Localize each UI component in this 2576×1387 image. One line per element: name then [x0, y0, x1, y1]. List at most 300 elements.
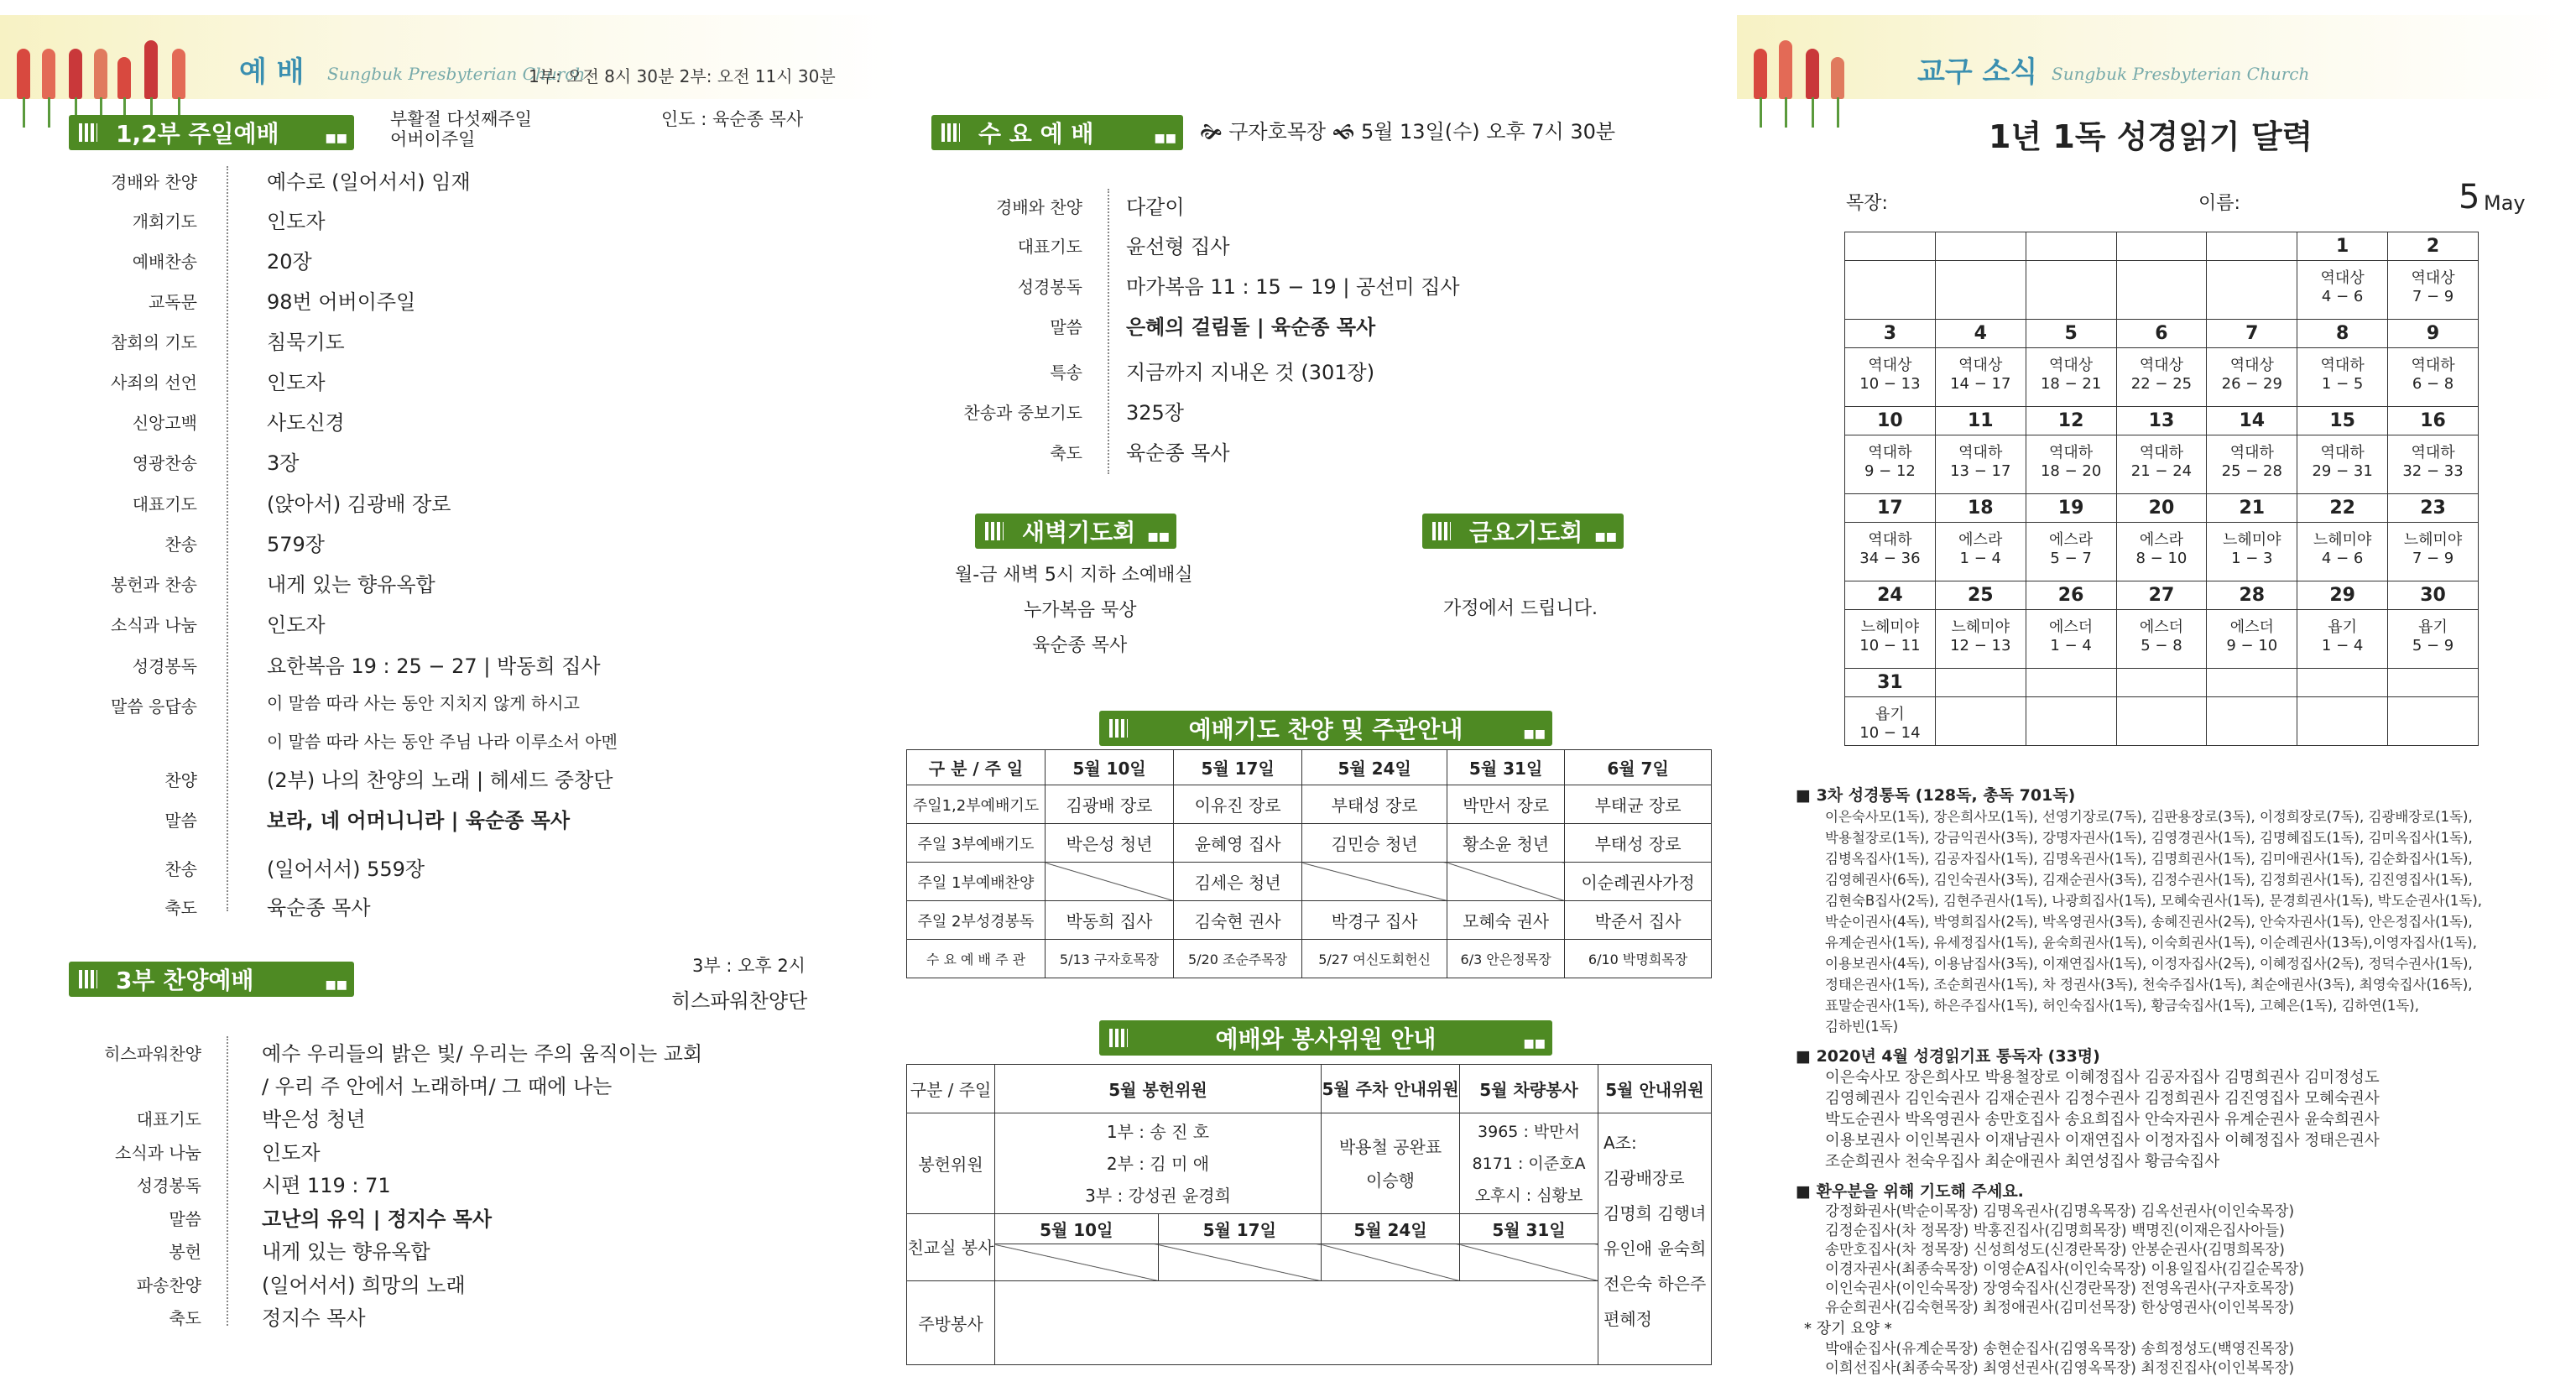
calendar-day	[1845, 232, 1936, 320]
name-label: 이름:	[2198, 193, 2240, 214]
list-item: 이은숙사모(1독), 장은희사모(1독), 선영기장로(7독), 김판용장로(3독), 이정희장로(7독), 김광배장로(1독),	[1825, 809, 2473, 825]
item-value: 시편 119 : 71	[262, 1174, 391, 1197]
reading-chapters: 9 − 10	[2226, 637, 2278, 654]
leader: 인도 : 육순종 목사	[661, 109, 804, 129]
reading-chapters: 7 − 9	[2412, 288, 2454, 305]
day-number	[2026, 669, 2116, 697]
calendar-day	[2297, 581, 2388, 669]
calendar-day	[2388, 494, 2479, 581]
day-number: 31	[1845, 669, 1935, 697]
dawn-line2: 누가복음 묵상	[1024, 600, 1137, 621]
reading-book: 역대하	[1868, 531, 1912, 549]
reading-chapters: 4 − 6	[2321, 288, 2364, 305]
service-3-time: 3부 : 오후 2시	[692, 956, 806, 976]
item-label: 히스파워찬양	[104, 1044, 201, 1064]
cell: 모혜숙 권사	[1447, 901, 1565, 940]
item-value: 마가복음 11 : 15 − 19 | 공선미 집사	[1126, 275, 1460, 299]
item-value: 침묵기도	[267, 331, 345, 354]
calendar-week	[1845, 581, 2479, 669]
reading-book: 욥기	[2328, 618, 2358, 636]
item-value: 325장	[1126, 401, 1184, 425]
calendar-day	[2388, 407, 2479, 494]
reading-chapters: 18 − 20	[2040, 462, 2102, 480]
item-label: 특송	[1050, 362, 1082, 383]
list-item: 송만호집사(차 정목장) 신성희성도(신경란목장) 안봉순권사(김명희목장)	[1825, 1242, 2285, 1259]
list-item: 김현숙B집사(2독), 김현주권사(1독), 나광희집사(1독), 모혜숙권사(1독), 문경희권사(1독), 박도순권사(1독),	[1825, 893, 2483, 909]
occasion-2: 어버이주일	[390, 129, 476, 149]
day-number	[2388, 669, 2478, 697]
item-label: 성경봉독	[132, 656, 197, 676]
item-value: 육순종 목사	[267, 896, 371, 920]
calendar-day	[2207, 581, 2297, 669]
list-item: 박순이권사(4독), 박영희집사(2독), 박옥영권사(3독), 송혜진권사(2독), 안숙자권사(1독), 안은정집사(1독),	[1825, 914, 2473, 930]
day-number: 9	[2388, 320, 2478, 348]
item-label: 성경봉독	[136, 1176, 201, 1196]
item-value: 20장	[267, 250, 312, 274]
calendar-day	[2207, 669, 2297, 746]
day-number: 15	[2297, 407, 2387, 435]
section-title-dawn: 새벽기도회 ■■	[975, 514, 1176, 549]
cell: 김숙현 권사	[1174, 901, 1302, 940]
reading-book: 느헤미야	[1951, 618, 2010, 636]
cell: 윤혜영 집사	[1174, 824, 1302, 863]
reading-chapters: 1 − 4	[2321, 637, 2364, 654]
list-item: 이용보권사 이인복권사 이재남권사 이재연집사 이정자집사 이혜정집사 정태은권사	[1825, 1132, 2380, 1150]
day-number	[2117, 669, 2207, 697]
section-title-friday: 금요기도회 ■■	[1422, 514, 1624, 549]
cell: 6/3 안은정목장	[1447, 940, 1565, 978]
col-head: 구분 / 주일	[907, 1065, 995, 1113]
item-label: 영광찬송	[132, 453, 197, 473]
cell: 김세은 청년	[1174, 863, 1302, 901]
day-number	[1845, 232, 1935, 261]
reading-chapters: 10 − 11	[1859, 637, 1921, 654]
table-row	[907, 863, 1712, 901]
day-number	[2297, 669, 2387, 697]
item-label: 소식과 나눔	[111, 615, 197, 635]
reading-book: 느헤미야	[2403, 531, 2463, 549]
calendar-day	[2026, 407, 2116, 494]
cell: 5/13 구자호목장	[1046, 940, 1174, 978]
list-item: 박애순집사(유계순목장) 송현순집사(김영옥목장) 송희정성도(백영진목장)	[1825, 1341, 2295, 1358]
news-banner	[1737, 15, 2576, 99]
day-number: 10	[1845, 407, 1935, 435]
item-label: 소식과 나눔	[115, 1143, 201, 1163]
item-label: 참회의 기도	[111, 332, 197, 352]
item-value: (2부) 나의 찬양의 노래 | 헤세드 중창단	[267, 769, 613, 792]
calendar-day	[1845, 407, 1936, 494]
item-value: 98번 어버이주일	[267, 290, 416, 314]
row-head: 주일 1부예배찬양	[907, 863, 1046, 901]
calendar-day	[2297, 407, 2388, 494]
item-value: 이 말씀 따라 사는 동안 주님 나라 이루소서 아멘	[267, 732, 618, 752]
reading-book: 역대하	[1958, 444, 2003, 461]
item-value: 지금까지 지내온 것 (301장)	[1126, 361, 1375, 384]
cell	[1046, 863, 1174, 901]
reading-chapters: 10 − 13	[1859, 375, 1921, 393]
cell	[1447, 863, 1565, 901]
day-number: 4	[1936, 320, 2026, 348]
item-label: 경배와 찬양	[111, 172, 197, 192]
list-item: 이용보권사(4독), 이용남집사(3독), 이재연집사(1독), 이정자집사(2독), 이혜정집사(2독), 정덕수권사(1독),	[1825, 956, 2473, 972]
reading-chapters: 9 − 12	[1864, 462, 1916, 480]
calendar-day	[2116, 407, 2207, 494]
day-number: 7	[2207, 320, 2297, 348]
reading-chapters: 5 − 8	[2141, 637, 2182, 654]
item-value: 예수 우리들의 밝은 빛/ 우리는 주의 움직이는 교회	[262, 1042, 703, 1066]
reading-chapters: 4 − 6	[2321, 550, 2364, 567]
month-name: May	[2484, 191, 2526, 215]
list-item: 이은숙사모 장은희사모 박용철장로 이혜정집사 김공자집사 김명희권사 김미정성도	[1825, 1069, 2380, 1087]
reading-book: 역대상	[2049, 357, 2094, 374]
item-value: 인도자	[267, 613, 326, 637]
day-number: 1	[2297, 232, 2387, 261]
day-number: 16	[2388, 407, 2478, 435]
calendar-day	[1935, 320, 2026, 407]
section-title-3rd: 3부 찬양예배 ■■	[69, 962, 354, 997]
reading-book: 욥기	[2418, 618, 2448, 636]
calendar-week	[1845, 669, 2479, 746]
col-head: 구 분 / 주 일	[907, 750, 1046, 785]
prayer-schedule-table	[906, 749, 1712, 978]
list-item: 표말순권사(1독), 하은주집사(1독), 허인숙집사(1독), 황금숙집사(1독), 고혜은(1독), 김하연(1독),	[1825, 998, 2419, 1014]
item-value: 윤선형 집사	[1126, 235, 1230, 258]
calendar-week	[1845, 407, 2479, 494]
reading-book: 역대상	[1958, 357, 2003, 374]
list-item: 김영혜권사 김인숙권사 김재순권사 김정수권사 김정희권사 김진영집사 모혜숙권사	[1825, 1090, 2380, 1108]
cell: 부태성 장로	[1565, 824, 1712, 863]
day-number	[2207, 232, 2297, 261]
day-number: 18	[1936, 494, 2026, 523]
calendar-day	[2297, 494, 2388, 581]
calendar-title: 1년 1독 성경읽기 달력	[1989, 118, 2313, 155]
day-number: 21	[2207, 494, 2297, 523]
calendar-day	[1845, 669, 1936, 746]
list-item: 박도순권사 박옥영권사 송만호집사 송요희집사 안숙자권사 유계순권사 윤숙희권사	[1825, 1111, 2380, 1129]
col-head: 5월 24일	[1302, 750, 1447, 785]
calendar-day	[2297, 320, 2388, 407]
reading-book: 역대하	[2411, 444, 2455, 461]
day-number	[1936, 669, 2026, 697]
item-label: 신앙고백	[132, 413, 197, 433]
calendar-day	[2297, 669, 2388, 746]
reading-book: 역대상	[2411, 269, 2455, 287]
cell	[1302, 863, 1447, 901]
list-item: 박용철장로(1독), 강금익권사(3독), 강명자권사(1독), 김영경권사(1독), 김명혜집도(1독), 김미옥집사(1독),	[1825, 830, 2473, 846]
cell: 김광배 장로	[1046, 785, 1174, 824]
dawn-line3: 육순종 목사	[1032, 635, 1128, 656]
reading-book: 에스더	[2229, 618, 2274, 636]
row-head: 주일1,2부예배기도	[907, 785, 1046, 824]
calendar-day	[2207, 232, 2297, 320]
volunteers-table	[906, 1064, 1712, 1365]
day-number: 13	[2117, 407, 2207, 435]
occasion-1: 부활절 다섯째주일	[390, 109, 532, 129]
day-number: 23	[2388, 494, 2478, 523]
reading-book: 느헤미야	[2313, 531, 2372, 549]
item-label: 말씀 응답송	[111, 696, 197, 717]
item-value: 인도자	[267, 210, 326, 233]
reading-chapters: 32 − 33	[2402, 462, 2464, 480]
list-item: 조순희권사 천숙우집사 최순애권사 최연성집사 황금숙집사	[1825, 1153, 2220, 1171]
reading-chapters: 6 − 8	[2412, 375, 2454, 393]
item-label: 사죄의 선언	[111, 373, 197, 393]
reading-chapters: 1 − 4	[1959, 550, 2001, 567]
item-label: 대표기도	[1017, 237, 1082, 257]
item-value: (일어서서) 희망의 노래	[262, 1274, 466, 1297]
item-label: 경배와 찬양	[996, 197, 1082, 217]
cell: 5/20 조순주목장	[1174, 940, 1302, 978]
reading-chapters: 1 − 4	[2050, 637, 2092, 654]
day-number: 29	[2297, 581, 2387, 610]
list-item: 이희선집사(최종숙목장) 최영선권사(김영옥목장) 최정진집사(이인복목장)	[1825, 1360, 2295, 1377]
reading-chapters: 26 − 29	[2221, 375, 2282, 393]
item-label: 찬송과 중보기도	[963, 403, 1082, 423]
day-number	[1936, 232, 2026, 261]
calendar-day	[2026, 320, 2116, 407]
banner-subtitle: Sungbuk Presbyterian Church	[327, 64, 586, 84]
calendar-day	[2388, 581, 2479, 669]
item-value: (일어서서) 559장	[267, 858, 425, 881]
reading-book: 느헤미야	[1860, 618, 1920, 636]
banner-title: 교구 소식	[1917, 55, 2038, 89]
date-cell: 5월 31일	[1460, 1214, 1598, 1244]
reading-book: 역대하	[2320, 357, 2365, 374]
reading-chapters: 8 − 10	[2135, 550, 2188, 567]
middle-panel	[898, 0, 1737, 1387]
item-value: 박은성 청년	[262, 1108, 366, 1131]
service-times: 1부: 오전 8시 30분 2부: 오전 11시 30분	[529, 66, 836, 86]
section-title-main: 1,2부 주일예배 ■■	[69, 115, 354, 150]
item-label: 축도	[1050, 443, 1082, 463]
item-value: 다같이	[1126, 196, 1185, 219]
list-item: 이경자권사(최종숙목장) 이영순A집사(이인숙목장) 이용일집사(김길순목장)	[1825, 1261, 2305, 1278]
calendar-week	[1845, 494, 2479, 581]
day-number	[2207, 669, 2297, 697]
praise-team: 히스파워찬양단	[671, 989, 808, 1013]
reading-chapters: 13 − 17	[1950, 462, 2011, 480]
day-number	[2026, 232, 2116, 261]
item-label: 찬송	[164, 534, 197, 555]
reading-chapters: 22 − 25	[2130, 375, 2193, 393]
reading-book: 역대하	[2139, 444, 2184, 461]
reading-chapters: 25 − 28	[2221, 462, 2282, 480]
day-number: 20	[2117, 494, 2207, 523]
item-label: 말씀	[164, 811, 197, 831]
banner-subtitle: Sungbuk Presbyterian Church	[2052, 64, 2310, 84]
calendar-day	[2207, 407, 2297, 494]
col-head: 5월 안내위원	[1598, 1065, 1712, 1113]
col-head: 5월 10일	[1046, 750, 1174, 785]
day-number: 5	[2026, 320, 2116, 348]
parish-news-panel	[1737, 0, 2576, 1387]
item-label: 봉헌	[169, 1242, 201, 1262]
news-heading: ■ 3차 성경통독 (128독, 총독 701독)	[1796, 786, 2076, 805]
item-value: 고난의 유익 | 정지수 목사	[262, 1207, 493, 1231]
day-number: 12	[2026, 407, 2116, 435]
reading-book: 역대하	[2049, 444, 2094, 461]
item-label: 파송찬양	[136, 1275, 201, 1296]
calendar-day	[2026, 494, 2116, 581]
calendar-day	[2116, 232, 2207, 320]
item-label: 대표기도	[136, 1109, 201, 1129]
item-value: 이 말씀 따라 사는 동안 지치지 않게 하시고	[267, 693, 580, 713]
reading-book: 역대상	[1868, 357, 1912, 374]
col-head: 5월 봉헌위원	[995, 1065, 1322, 1113]
cell: 박만서 장로	[1447, 785, 1565, 824]
item-value: 내게 있는 향유옥합	[267, 573, 435, 597]
reading-book: 역대상	[2320, 269, 2365, 287]
calendar-day	[2207, 494, 2297, 581]
item-value: / 우리 주 안에서 노래하며/ 그 때에 나는	[262, 1075, 613, 1098]
wednesday-info: 🙞 구자호목장 🙜 5월 13일(수) 오후 7시 30분	[1200, 120, 1616, 143]
calendar-day	[2388, 320, 2479, 407]
reading-book: 에스더	[2049, 618, 2094, 636]
reading-chapters: 14 − 17	[1950, 375, 2011, 393]
day-number: 28	[2207, 581, 2297, 610]
col-head: 5월 31일	[1447, 750, 1565, 785]
calendar-day	[1935, 581, 2026, 669]
col-head: 6월 7일	[1565, 750, 1712, 785]
calendar-day	[2116, 494, 2207, 581]
reading-book: 역대하	[2320, 444, 2365, 461]
day-number: 17	[1845, 494, 1935, 523]
date-cell: 5월 10일	[995, 1214, 1159, 1244]
offering-cell: 1부 : 송 진 호 2부 : 김 미 애 3부 : 강성권 윤경희	[995, 1113, 1322, 1214]
item-value: 예수로 (일어서서) 임재	[267, 170, 471, 194]
reading-book: 역대상	[2139, 357, 2184, 374]
cell: 이순례권사가정	[1565, 863, 1712, 901]
reading-chapters: 21 − 24	[2130, 462, 2193, 480]
item-value: 보라, 네 어머니니라 | 육순종 목사	[267, 809, 571, 832]
reading-chapters: 7 − 9	[2412, 550, 2454, 567]
item-label: 말씀	[1050, 317, 1082, 337]
list-item: 김정순집사(차 정목장) 박홍진집사(김명희목장) 백명진(이재은집사아들)	[1825, 1223, 2285, 1239]
item-label: 말씀	[169, 1209, 201, 1229]
list-item: 유순희권사(김숙현목장) 최정애권사(김미선목장) 한상영권사(이인복목장)	[1825, 1300, 2295, 1317]
item-value: (앉아서) 김광배 장로	[267, 493, 451, 516]
news-heading: ■ 2020년 4월 성경읽기표 통독자 (33명)	[1796, 1047, 2100, 1066]
item-label: 대표기도	[132, 494, 197, 514]
item-label: 축도	[164, 898, 197, 918]
reading-chapters: 1 − 5	[2321, 375, 2364, 393]
day-number: 11	[1936, 407, 2026, 435]
day-number: 2	[2388, 232, 2478, 261]
item-value: 내게 있는 향유옥합	[262, 1240, 430, 1264]
day-number: 6	[2117, 320, 2207, 348]
reading-chapters: 18 − 21	[2040, 375, 2102, 393]
cell: 김민승 청년	[1302, 824, 1447, 863]
list-item: 김하빈(1독)	[1825, 1019, 1899, 1035]
row-head: 친교실 봉사	[907, 1214, 995, 1281]
col-head: 5월 차량봉사	[1460, 1065, 1598, 1113]
calendar-day	[2026, 232, 2116, 320]
reading-chapters: 10 − 14	[1859, 724, 1921, 742]
row-head: 봉헌위원	[907, 1113, 995, 1214]
day-number: 26	[2026, 581, 2116, 610]
reading-book: 욥기	[1875, 706, 1905, 723]
reading-book: 에스더	[2139, 618, 2184, 636]
reading-chapters: 34 − 36	[1859, 550, 1921, 567]
date-cell: 5월 17일	[1158, 1214, 1322, 1244]
row-head: 주방봉사	[907, 1281, 995, 1365]
dawn-line1: 월-금 새벽 5시 지하 소예배실	[955, 565, 1193, 586]
mokjang-label: 목장:	[1846, 193, 1888, 214]
list-item: 정태은권사(1독), 조순희권사(1독), 차 정권사(3독), 천숙주집사(1독), 최순애권사(3독), 최영숙집사(16독),	[1825, 977, 2473, 993]
list-item: 유계순권사(1독), 유세정집사(1독), 윤숙희권사(1독), 이숙희권사(1독), 이순례권사(13독),이영자집사(1독),	[1825, 935, 2477, 951]
cell: 이유진 장로	[1174, 785, 1302, 824]
table-row	[907, 824, 1712, 863]
month-number: 5	[2459, 178, 2480, 216]
cell: 부태성 장로	[1302, 785, 1447, 824]
cell: 박동희 집사	[1046, 901, 1174, 940]
calendar-day	[2026, 669, 2116, 746]
item-label: 봉헌과 찬송	[111, 575, 197, 595]
reading-book: 에스라	[1958, 531, 2003, 549]
reading-chapters: 29 − 31	[2312, 462, 2373, 480]
calendar-day	[1935, 669, 2026, 746]
calendar-day	[1845, 320, 1936, 407]
cell: 박경구 집사	[1302, 901, 1447, 940]
row-head: 주일 3부예배기도	[907, 824, 1046, 863]
reading-book: 느헤미야	[2223, 531, 2281, 549]
day-number: 30	[2388, 581, 2478, 610]
cell: 5/27 여신도회헌신	[1302, 940, 1447, 978]
calendar-week	[1845, 320, 2479, 407]
item-label: 교독문	[149, 292, 197, 312]
day-number: 19	[2026, 494, 2116, 523]
worship-panel	[0, 0, 898, 1387]
section-title-prayer-schedule: 예배기도 찬양 및 주관안내 ■■	[1099, 711, 1552, 746]
news-heading: ■ 환우분을 위해 기도해 주세요.	[1796, 1182, 2024, 1201]
reading-book: 역대하	[2411, 357, 2455, 374]
calendar-day	[1935, 232, 2026, 320]
cell: 박은성 청년	[1046, 824, 1174, 863]
col-head: 5월 17일	[1174, 750, 1302, 785]
reading-book: 에스라	[2139, 531, 2184, 549]
item-value: 인도자	[267, 371, 326, 394]
cell: 6/10 박명희목장	[1565, 940, 1712, 978]
header-banner	[0, 15, 898, 99]
reading-chapters: 12 − 13	[1950, 637, 2011, 654]
day-number: 14	[2207, 407, 2297, 435]
calendar-day	[2116, 669, 2207, 746]
reading-book: 역대상	[2229, 357, 2274, 374]
item-label: 축도	[169, 1308, 201, 1328]
reading-chapters: 5 − 7	[2050, 550, 2092, 567]
day-number: 27	[2117, 581, 2207, 610]
day-number	[2117, 232, 2207, 261]
cell: 박준서 집사	[1565, 901, 1712, 940]
item-value: 579장	[267, 533, 325, 556]
reading-chapters: 5 − 9	[2412, 637, 2454, 654]
calendar-day	[1935, 407, 2026, 494]
calendar-day	[2388, 669, 2479, 746]
item-value: 정지수 목사	[262, 1306, 366, 1330]
day-number: 3	[1845, 320, 1935, 348]
calendar-day	[1845, 581, 1936, 669]
list-item: 김병옥집사(1독), 김공자집사(1독), 김명옥권사(1독), 김명희권사(1독), 김미애권사(1독), 김순화집사(1독),	[1825, 851, 2473, 867]
guide-cell: A조: 김광배장로 김명희 김행녀 유인애 윤숙희 전은숙 하은주 편혜정	[1598, 1113, 1712, 1365]
reading-book: 역대하	[1868, 444, 1912, 461]
item-value: 요한복음 19 : 25 − 27 | 박동희 집사	[267, 654, 601, 678]
calendar-day	[2207, 320, 2297, 407]
day-number: 8	[2297, 320, 2387, 348]
item-value: 인도자	[262, 1141, 321, 1165]
row-head: 수 요 예 배 주 관	[907, 940, 1046, 978]
news-heading: * 장기 요양 *	[1804, 1320, 1892, 1337]
calendar-day	[1845, 494, 1936, 581]
